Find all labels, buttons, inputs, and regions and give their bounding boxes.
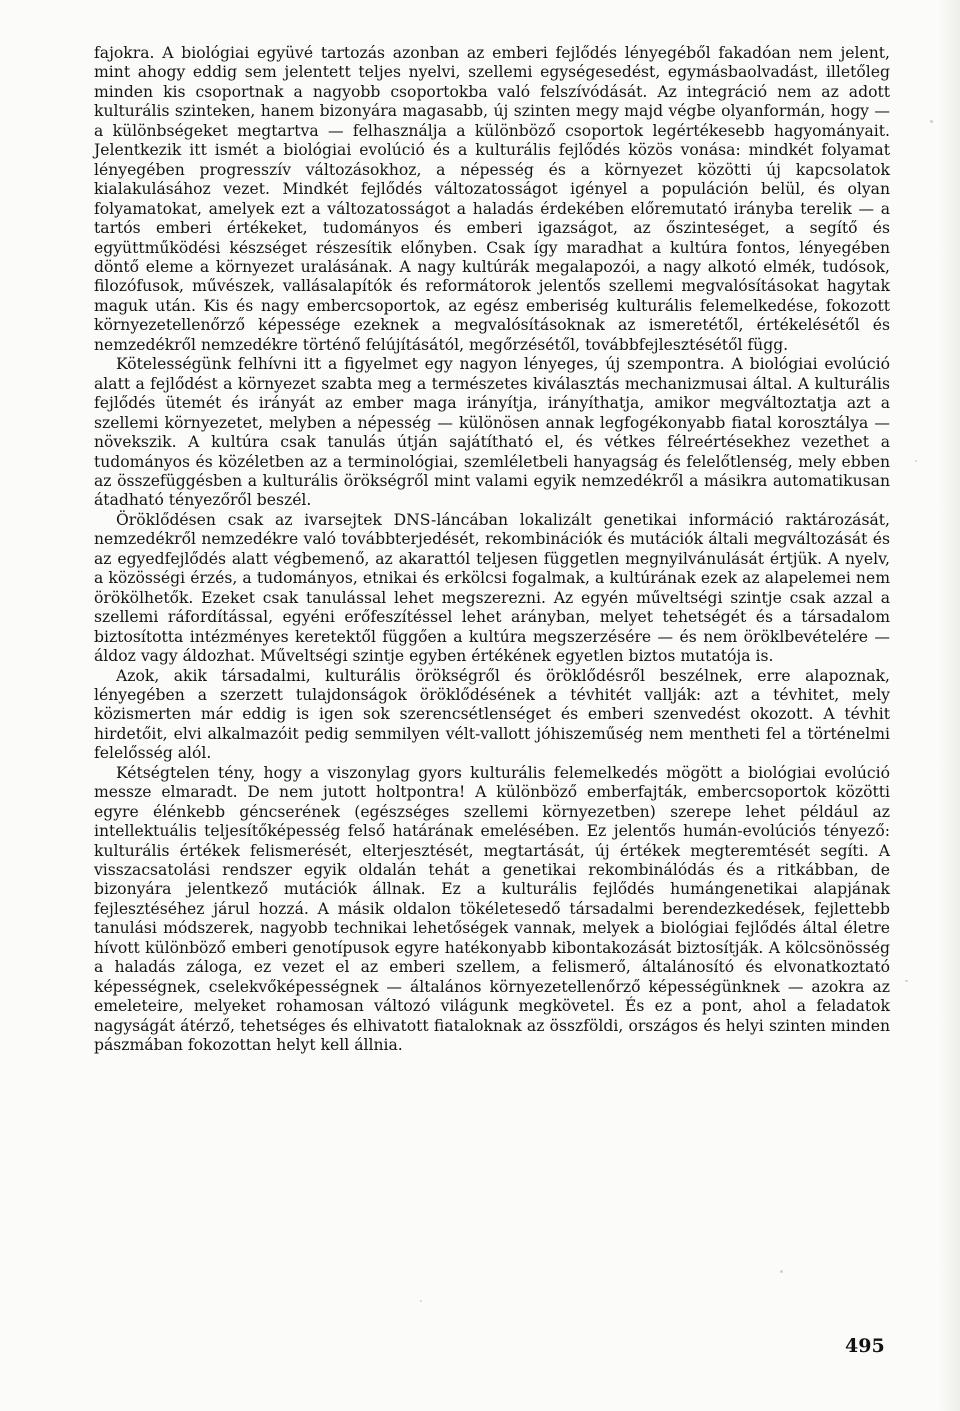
print-speckle: [780, 1270, 783, 1273]
paragraph-5: Kétségtelen tény, hogy a viszonylag gyors kulturális felemelkedés mögött a biológiai evolúció messze elmaradt. De nem jutott holtpontra! A különböző emberfajták, embercsoportok közötti egyre élénkebb géncserének (egészséges szellemi környezetben) szerepe lehet például az intellektuális teljesítőképesség felső határának emelésében. Ez jelentős humán-evolúciós tényező: kulturális értékek felismerését, elterjesztését, megtartását, új értékek megteremtését segíti. A visszacsatolási rendszer egyik oldalán tehát a genetikai rekombinálódás és a ritkábban, de bizonyára jelentkező mutációk állnak. Ez a kulturális fejlődés humángenetikai alapjának fejlesztéséhez járul hozzá. A másik oldalon tökéletesedő társadalmi berendezkedések, fejlettebb tanulási módszerek, nagyobb technikai lehetőségek vannak, melyek a biológiai fejlődés által életre hívott különböző emberi genotípusok egyre hatékonyabb kibontakozását biztosítják. A kölcsönösség a haladás záloga, ez vezet el az emberi szellem, a felismerő, általánosító és elvonatkoztató képességnek, cselekvőképességnek — általános környezetellenőrző képességünknek — azokra az emeleteire, melyeket rohamosan változó világunk megkövetel. És ez a pont, ahol a feladatok nagyságát átérző, tehetséges és elhivatott fiataloknak az összföldi, országos és helyi szinten minden pászmában fokozottan helyt kell állnia.: [94, 763, 890, 1055]
paragraph-1: fajokra. A biológiai együvé tartozás azonban az emberi fejlődés lényegéből fakadóan nem jelent, mint ahogy eddig sem jelentett teljes nyelvi, szellemi egységesedést, egymásbaolvadást, illetőleg minden kis csoportnak a nagyobb csoportokba való felszívódását. Az integráció nem az adott kulturális szinteken, hanem bizonyára magasabb, új szinten megy majd végbe olyanformán, hogy — a különbségeket megtartva — felhasználja a különböző csoportok legértékesebb hagyományait. Jelentkezik itt ismét a biológiai evolúció és a kulturális fejlődés közös vonása: mindkét folyamat lényegében progresszív változásokhoz, a népesség és a környezet közötti új kapcsolatok kialakulásához vezet. Mindkét fejlődés változatosságot igényel a populáción belül, és olyan folyamatokat, amelyek ezt a változatosságot a haladás érdekében előremutató irányba terelik — a tartós emberi értékeket, tudományos és emberi igazságot, az őszinteséget, a segítő és együttműködési készséget részesítik előnyben. Csak így maradhat a kultúra fontos, lényegében döntő eleme a környezet uralásának. A nagy kultúrák megalapozói, a nagy alkotó elmék, tudósok, filozófusok, művészek, vallásalapítók és reformátorok jelentős szellemi megvalósításokat hagytak maguk után. Kis és nagy embercsoportok, az egész emberiség kulturális felemelkedése, fokozott környezetellenőrző képessége ezeknek a megvalósításoknak az ismeretétől, értékelésétől és nemzedékről nemzedékre történő felújításától, megőrzésétől, továbbfejlesztésétől függ.: [94, 44, 890, 354]
print-speckle: [930, 120, 933, 123]
print-speckle: [420, 1300, 422, 1302]
body-text: [94, 44, 890, 1056]
print-speckle: [915, 460, 917, 462]
page-number: 495: [845, 1335, 885, 1357]
page-edge-shadow: [938, 0, 960, 1411]
paragraph-2: Kötelességünk felhívni itt a figyelmet egy nagyon lényeges, új szempontra. A biológiai evolúció alatt a fejlődést a környezet szabta meg a természetes kiválasztás mechanizmusai által. A kulturális fejlődés ütemét és irányát az ember maga irányítja, irányíthatja, amikor megváltoztatja azt a szellemi környezetet, melyben a népesség — különösen annak legfogékonyabb fiatal korosztálya — növekszik. A kultúra csak tanulás útján sajátítható el, és vétkes félreértésekhez vezethet a tudományos és közéletben az a terminológiai, szemléletbeli hanyagság és felelőtlenség, mely ebben az összefüggésben a kulturális örökségről mint valami egyik nemzedékről a másikra automatikusan átadható tényezőről beszél.: [94, 355, 890, 510]
print-speckle: [905, 980, 908, 982]
paragraph-3: Öröklődésen csak az ivarsejtek DNS-láncában lokalizált genetikai információ raktározását, nemzedékről nemzedékre való továbbterjedését, rekombinációk és mutációk általi megváltozását és az egyedfejlődés alatt végbemenő, az akarattól teljesen független megnyilvánulását értjük. A nyelv, a közösségi érzés, a tudományos, etnikai és erkölcsi fogalmak, a kultúrának ezek az alapelemei nem örökölhetők. Ezeket csak tanulással lehet megszerezni. Az egyén műveltségi szintje csak azzal a szellemi ráfordítással, egyéni erőfeszítéssel lehet arányban, melyet tehetségét és a társadalom biztosította intézményes keretektől függően a kultúra megszerzésére — és nem öröklbevételére — áldoz vagy áldozhat. Műveltségi szintje egyben értékének egyetlen biztos mutatója is.: [94, 510, 890, 666]
paragraph-4: Azok, akik társadalmi, kulturális örökségről és öröklődésről beszélnek, erre alapoznak, lényegében a szerzett tulajdonságok öröklődésének a tévhitét vallják: azt a tévhitet, mely közismerten már eddig is igen sok szerencsétlenséget és emberi szenvedést okozott. A tévhit hirdetőit, elvi alkalmazóit pedig semmilyen vélt-vallott jóhiszeműség nem mentheti fel a történelmi felelősség alól.: [94, 666, 890, 763]
